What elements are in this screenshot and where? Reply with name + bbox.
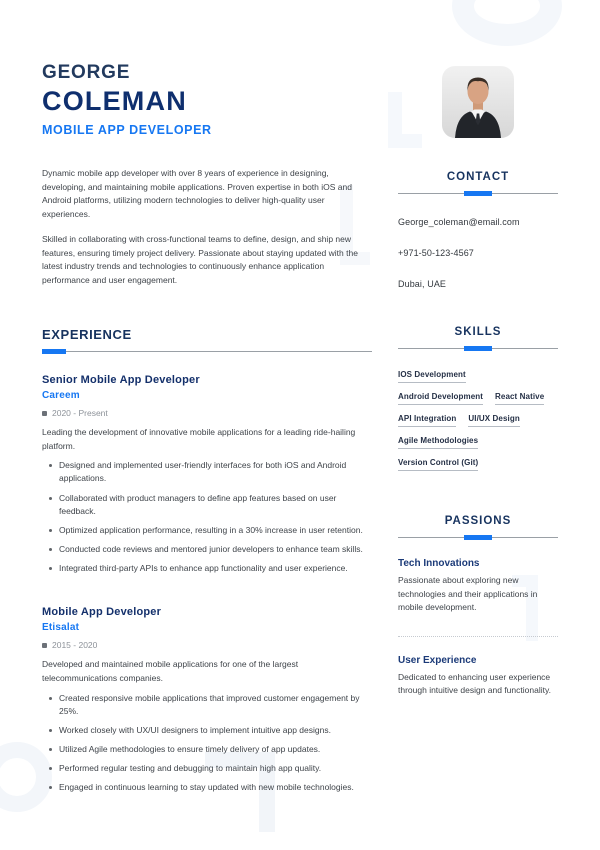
experience-heading: EXPERIENCE bbox=[42, 327, 132, 343]
skill-item: Version Control (Git) bbox=[398, 458, 478, 471]
job-date-range: 2015 - 2020 bbox=[52, 640, 98, 651]
passion-text: Dedicated to enhancing user experience through intuitive design and functionality. bbox=[398, 671, 551, 696]
job-bullet: Performed regular testing and debugging to maintain high app quality. bbox=[42, 762, 372, 775]
job-entry bbox=[42, 606, 372, 794]
headline-job-title: MOBILE APP DEVELOPER bbox=[42, 122, 212, 137]
job-bullet: Conducted code reviews and mentored junior developers to enhance team skills. bbox=[42, 543, 372, 556]
job-title: Senior Mobile App Developer bbox=[42, 374, 200, 387]
summary-paragraph: Dynamic mobile app developer with over 8 years of experience in designing, developing, and maintaining mobile applications. Proven expertise in both iOS and Android platforms, utilizing modern technologies to deliver high-quality user experiences. bbox=[42, 167, 352, 220]
job-entry bbox=[42, 374, 372, 575]
experience-section bbox=[42, 327, 372, 795]
job-dates bbox=[42, 408, 372, 418]
job-company: Careem bbox=[42, 390, 80, 402]
contact-heading: CONTACT bbox=[446, 171, 510, 183]
job-bullet: Optimized application performance, resulting in a 30% increase in user retention. bbox=[42, 524, 372, 537]
job-bullet-list bbox=[42, 459, 372, 575]
job-bullet: Integrated third-party APIs to enhance app functionality and user experience. bbox=[42, 562, 372, 575]
skills-heading: SKILLS bbox=[454, 326, 502, 338]
section-divider bbox=[398, 346, 558, 351]
skills-list bbox=[398, 370, 558, 471]
section-divider bbox=[398, 191, 558, 196]
divider-accent bbox=[464, 191, 492, 196]
divider-accent bbox=[42, 349, 66, 354]
name-block bbox=[42, 62, 372, 137]
section-divider bbox=[398, 535, 558, 540]
job-date-range: 2020 - Present bbox=[52, 408, 108, 419]
divider-accent bbox=[464, 346, 492, 351]
contact-location: Dubai, UAE bbox=[398, 279, 447, 289]
job-dates bbox=[42, 640, 372, 650]
job-title: Mobile App Developer bbox=[42, 606, 162, 619]
skill-item: UI/UX Design bbox=[468, 414, 519, 427]
passion-title: Tech Innovations bbox=[398, 558, 480, 569]
calendar-icon bbox=[42, 411, 47, 416]
last-name: COLEMAN bbox=[42, 85, 187, 116]
divider-accent bbox=[464, 535, 492, 540]
contact-section bbox=[398, 171, 558, 289]
job-bullet: Designed and implemented user-friendly interfaces for both iOS and Android applications. bbox=[42, 459, 372, 485]
job-company: Etisalat bbox=[42, 622, 80, 634]
contact-email: George_coleman@email.com bbox=[398, 217, 520, 227]
job-bullet: Worked closely with UX/UI designers to implement intuitive app designs. bbox=[42, 724, 372, 737]
skill-item: React Native bbox=[495, 392, 544, 405]
main-column bbox=[42, 62, 372, 795]
passion-entry bbox=[398, 655, 558, 698]
contact-phone: +971-50-123-4567 bbox=[398, 248, 474, 258]
skill-item: API Integration bbox=[398, 414, 456, 427]
summary-paragraph: Skilled in collaborating with cross-functional teams to define, design, and ship new features, ensuring timely project delivery. Passionate about staying updated with the latest industry trends and technologies to continuously enhance application performance and user engagement. bbox=[42, 233, 358, 286]
passions-heading: PASSIONS bbox=[444, 515, 512, 527]
section-divider bbox=[42, 349, 372, 354]
job-bullet: Utilized Agile methodologies to ensure timely delivery of app updates. bbox=[42, 743, 372, 756]
first-name: GEORGE bbox=[42, 62, 131, 83]
job-description: Leading the development of innovative mobile applications for a leading ride-hailing platform. bbox=[42, 427, 356, 451]
job-bullet: Created responsive mobile applications that improved customer engagement by 25%. bbox=[42, 692, 372, 718]
passion-entry bbox=[398, 558, 558, 615]
passion-title: User Experience bbox=[398, 654, 477, 666]
profile-photo bbox=[398, 66, 558, 138]
passion-text: Passionate about exploring new technologies and their applications in mobile development. bbox=[398, 575, 538, 613]
skill-item: Android Development bbox=[398, 392, 483, 405]
skills-section bbox=[398, 326, 558, 471]
calendar-icon bbox=[42, 643, 47, 648]
skill-item: Agile Methodologies bbox=[398, 436, 478, 449]
skill-item: IOS Development bbox=[398, 370, 466, 383]
sidebar-column bbox=[398, 62, 558, 795]
passions-section bbox=[398, 515, 558, 698]
job-bullet-list bbox=[42, 692, 372, 795]
dotted-divider bbox=[398, 636, 558, 637]
job-bullet: Collaborated with product managers to define app features based on user feedback. bbox=[42, 492, 372, 518]
job-bullet: Engaged in continuous learning to stay updated with new mobile technologies. bbox=[42, 781, 372, 794]
job-description: Developed and maintained mobile applications for one of the largest telecommunications companies. bbox=[42, 659, 299, 683]
profile-photo-illustration bbox=[442, 66, 514, 138]
divider-line bbox=[42, 351, 372, 352]
summary-section bbox=[42, 167, 372, 288]
